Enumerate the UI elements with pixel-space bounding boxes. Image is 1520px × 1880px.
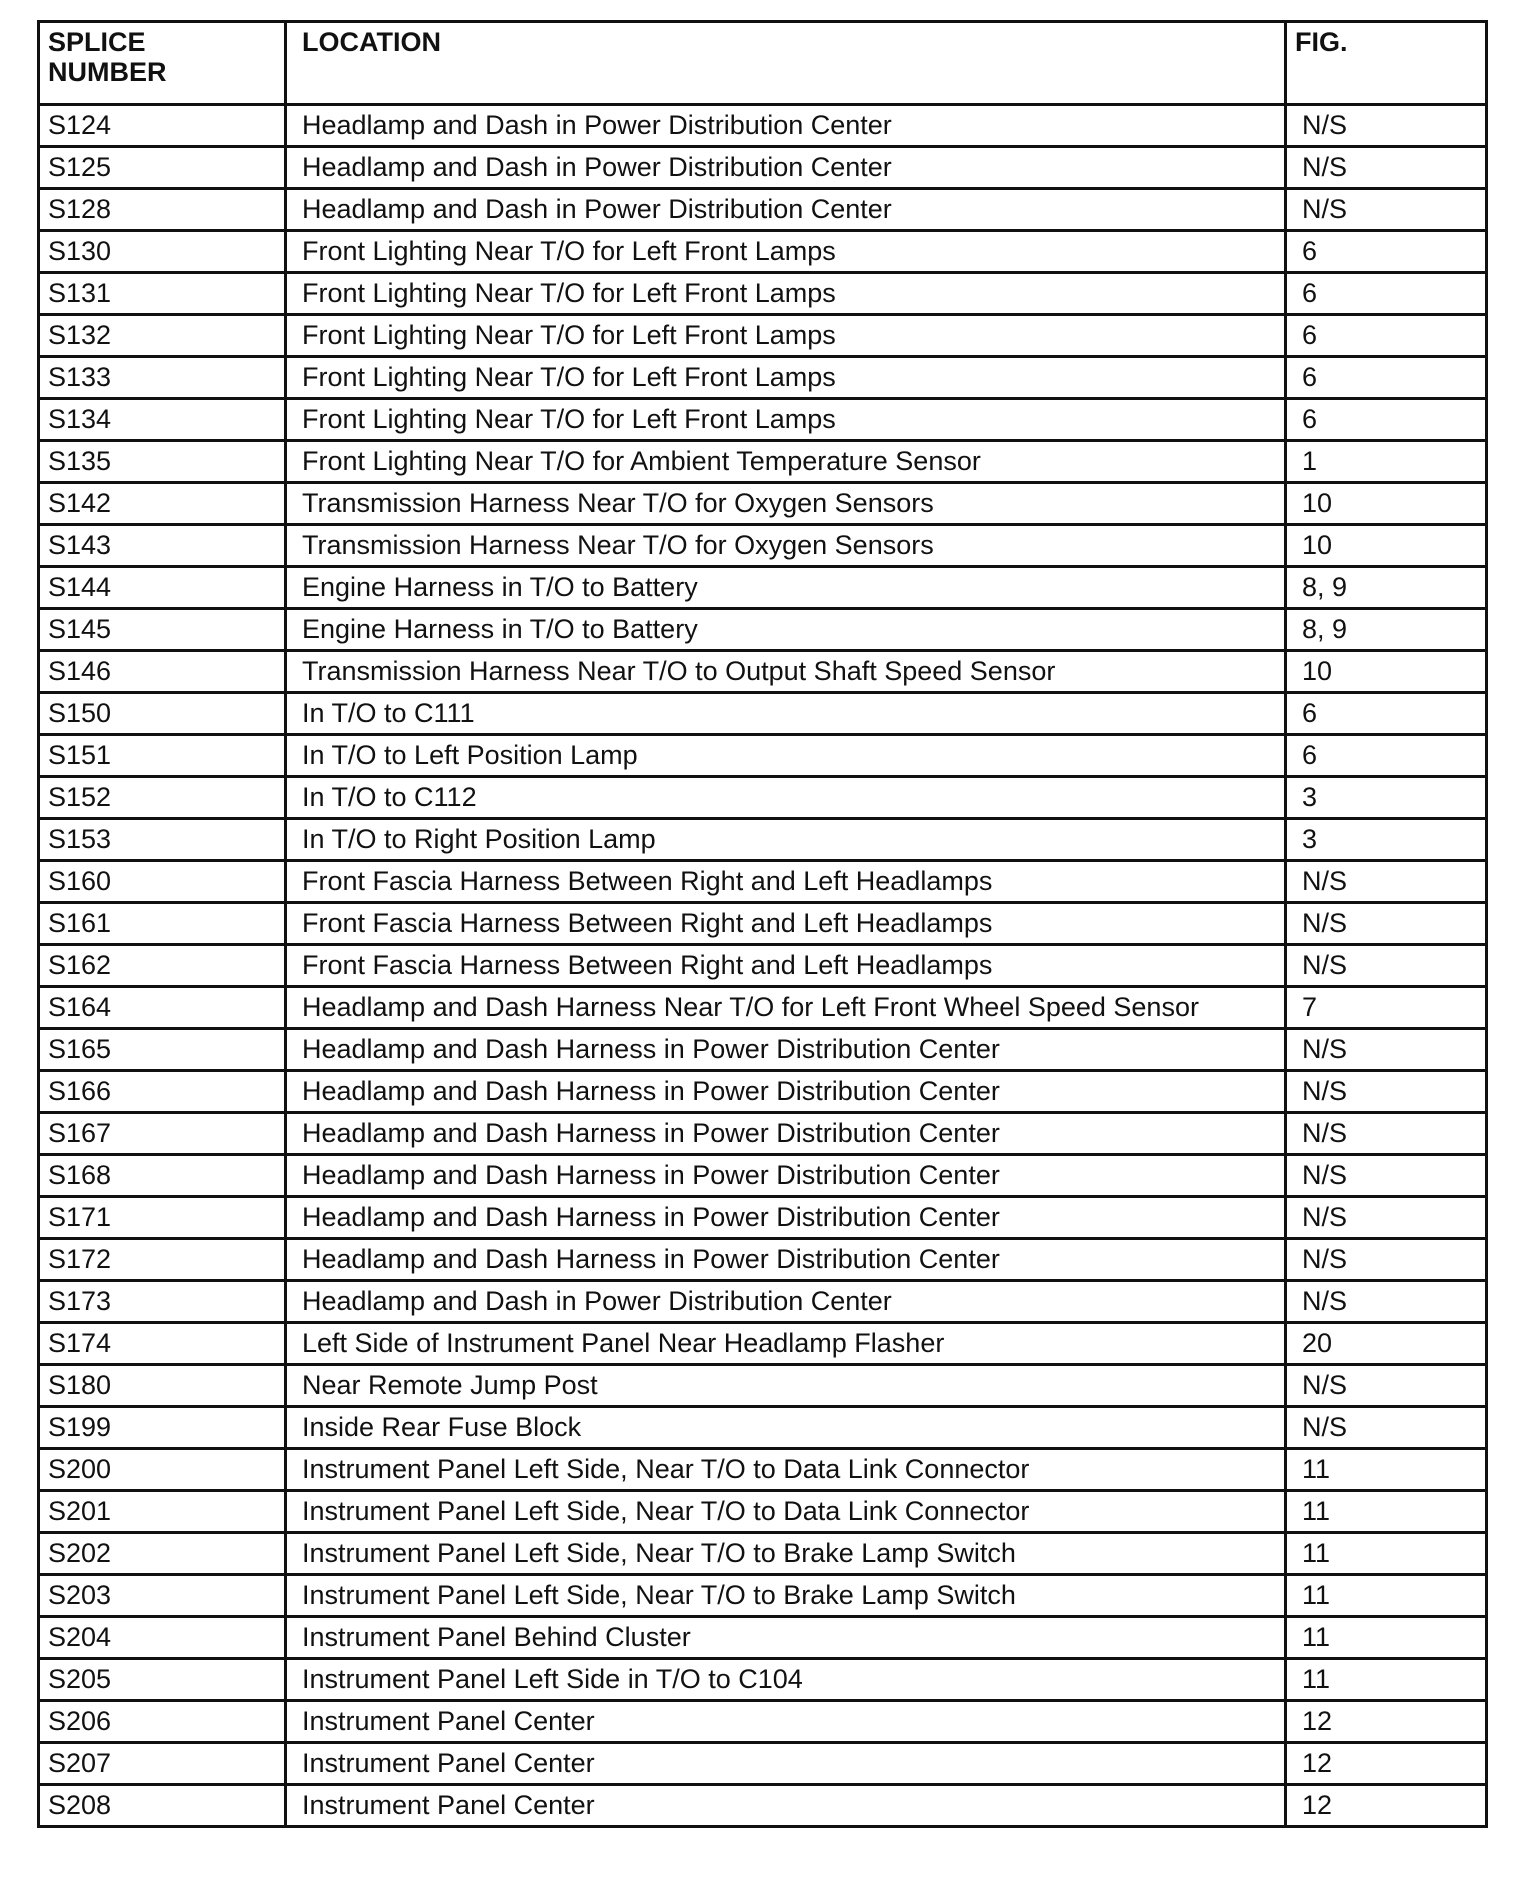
table-row xyxy=(39,735,1487,777)
splice-number-cell: S146 xyxy=(39,651,286,693)
fig-cell: 11 xyxy=(1286,1533,1487,1575)
table-row xyxy=(39,441,1487,483)
location-cell: Near Remote Jump Post xyxy=(286,1365,1286,1407)
table-row xyxy=(39,1491,1487,1533)
location-cell: Headlamp and Dash in Power Distribution Center xyxy=(286,147,1286,189)
location-cell: Headlamp and Dash Harness in Power Distribution Center xyxy=(286,1155,1286,1197)
table-row xyxy=(39,1029,1487,1071)
splice-number-cell: S145 xyxy=(39,609,286,651)
table-row xyxy=(39,693,1487,735)
fig-cell: 6 xyxy=(1286,357,1487,399)
fig-cell: 11 xyxy=(1286,1491,1487,1533)
location-cell: Front Fascia Harness Between Right and Left Headlamps xyxy=(286,903,1286,945)
location-cell: Front Fascia Harness Between Right and Left Headlamps xyxy=(286,945,1286,987)
fig-cell: N/S xyxy=(1286,1029,1487,1071)
table-header-row xyxy=(39,22,1487,105)
location-cell: Headlamp and Dash Harness Near T/O for Left Front Wheel Speed Sensor xyxy=(286,987,1286,1029)
splice-number-cell: S133 xyxy=(39,357,286,399)
splice-number-cell: S174 xyxy=(39,1323,286,1365)
fig-cell: N/S xyxy=(1286,1281,1487,1323)
table-row xyxy=(39,1575,1487,1617)
fig-cell: 10 xyxy=(1286,525,1487,567)
fig-cell: 3 xyxy=(1286,819,1487,861)
location-cell: Instrument Panel Left Side, Near T/O to Data Link Connector xyxy=(286,1491,1286,1533)
table-row xyxy=(39,987,1487,1029)
splice-number-cell: S202 xyxy=(39,1533,286,1575)
table-row xyxy=(39,315,1487,357)
splice-number-cell: S134 xyxy=(39,399,286,441)
table-row xyxy=(39,273,1487,315)
table-row xyxy=(39,483,1487,525)
splice-number-cell: S128 xyxy=(39,189,286,231)
splice-number-cell: S130 xyxy=(39,231,286,273)
fig-cell: 7 xyxy=(1286,987,1487,1029)
splice-number-cell: S160 xyxy=(39,861,286,903)
location-cell: Inside Rear Fuse Block xyxy=(286,1407,1286,1449)
fig-cell: N/S xyxy=(1286,1407,1487,1449)
location-cell: Headlamp and Dash Harness in Power Distribution Center xyxy=(286,1113,1286,1155)
fig-cell: N/S xyxy=(1286,147,1487,189)
fig-cell: 10 xyxy=(1286,651,1487,693)
location-cell: Headlamp and Dash Harness in Power Distribution Center xyxy=(286,1071,1286,1113)
splice-number-cell: S203 xyxy=(39,1575,286,1617)
location-cell: Headlamp and Dash Harness in Power Distribution Center xyxy=(286,1197,1286,1239)
header-location: LOCATION xyxy=(286,22,1286,105)
splice-number-cell: S161 xyxy=(39,903,286,945)
splice-number-cell: S125 xyxy=(39,147,286,189)
location-cell: Instrument Panel Left Side, Near T/O to Brake Lamp Switch xyxy=(286,1575,1286,1617)
location-cell: Instrument Panel Left Side, Near T/O to Data Link Connector xyxy=(286,1449,1286,1491)
fig-cell: N/S xyxy=(1286,903,1487,945)
splice-number-cell: S152 xyxy=(39,777,286,819)
table-row xyxy=(39,231,1487,273)
header-splice-line1: SPLICE xyxy=(48,27,146,57)
location-cell: Left Side of Instrument Panel Near Headlamp Flasher xyxy=(286,1323,1286,1365)
table-row xyxy=(39,945,1487,987)
fig-cell: N/S xyxy=(1286,105,1487,147)
fig-cell: 11 xyxy=(1286,1659,1487,1701)
splice-number-cell: S199 xyxy=(39,1407,286,1449)
splice-number-cell: S205 xyxy=(39,1659,286,1701)
fig-cell: 6 xyxy=(1286,315,1487,357)
splice-number-cell: S132 xyxy=(39,315,286,357)
splice-number-cell: S168 xyxy=(39,1155,286,1197)
table-row xyxy=(39,357,1487,399)
table-row xyxy=(39,777,1487,819)
splice-number-cell: S135 xyxy=(39,441,286,483)
fig-cell: 12 xyxy=(1286,1785,1487,1827)
header-splice-line2: NUMBER xyxy=(48,57,167,87)
fig-cell: 6 xyxy=(1286,273,1487,315)
table-row xyxy=(39,819,1487,861)
location-cell: Instrument Panel Center xyxy=(286,1743,1286,1785)
fig-cell: 3 xyxy=(1286,777,1487,819)
table-row xyxy=(39,1365,1487,1407)
fig-cell: N/S xyxy=(1286,1071,1487,1113)
location-cell: Transmission Harness Near T/O for Oxygen Sensors xyxy=(286,525,1286,567)
fig-cell: 8, 9 xyxy=(1286,567,1487,609)
splice-number-cell: S124 xyxy=(39,105,286,147)
fig-cell: 8, 9 xyxy=(1286,609,1487,651)
splice-number-cell: S143 xyxy=(39,525,286,567)
table-row xyxy=(39,861,1487,903)
splice-number-cell: S173 xyxy=(39,1281,286,1323)
splice-number-cell: S167 xyxy=(39,1113,286,1155)
splice-number-cell: S153 xyxy=(39,819,286,861)
table-row xyxy=(39,1281,1487,1323)
splice-number-cell: S131 xyxy=(39,273,286,315)
location-cell: In T/O to Left Position Lamp xyxy=(286,735,1286,777)
table-row xyxy=(39,1617,1487,1659)
fig-cell: 6 xyxy=(1286,231,1487,273)
location-cell: Instrument Panel Left Side in T/O to C104 xyxy=(286,1659,1286,1701)
table-row xyxy=(39,1239,1487,1281)
fig-cell: N/S xyxy=(1286,1197,1487,1239)
fig-cell: 6 xyxy=(1286,735,1487,777)
location-cell: Instrument Panel Left Side, Near T/O to Brake Lamp Switch xyxy=(286,1533,1286,1575)
header-splice-number xyxy=(39,22,286,105)
table-row xyxy=(39,399,1487,441)
fig-cell: 11 xyxy=(1286,1575,1487,1617)
table-row xyxy=(39,1659,1487,1701)
location-cell: Front Fascia Harness Between Right and Left Headlamps xyxy=(286,861,1286,903)
splice-number-cell: S208 xyxy=(39,1785,286,1827)
table-row xyxy=(39,1743,1487,1785)
location-cell: Front Lighting Near T/O for Left Front Lamps xyxy=(286,231,1286,273)
location-cell: Front Lighting Near T/O for Left Front Lamps xyxy=(286,399,1286,441)
location-cell: In T/O to C112 xyxy=(286,777,1286,819)
fig-cell: N/S xyxy=(1286,189,1487,231)
location-cell: Instrument Panel Center xyxy=(286,1701,1286,1743)
location-cell: Headlamp and Dash Harness in Power Distribution Center xyxy=(286,1239,1286,1281)
splice-number-cell: S207 xyxy=(39,1743,286,1785)
location-cell: Transmission Harness Near T/O for Oxygen Sensors xyxy=(286,483,1286,525)
fig-cell: 11 xyxy=(1286,1617,1487,1659)
fig-cell: N/S xyxy=(1286,861,1487,903)
splice-number-cell: S164 xyxy=(39,987,286,1029)
location-cell: Instrument Panel Center xyxy=(286,1785,1286,1827)
table-row xyxy=(39,1407,1487,1449)
splice-number-cell: S171 xyxy=(39,1197,286,1239)
table-row xyxy=(39,147,1487,189)
table-row xyxy=(39,1785,1487,1827)
fig-cell: 11 xyxy=(1286,1449,1487,1491)
splice-number-cell: S180 xyxy=(39,1365,286,1407)
header-fig: FIG. xyxy=(1286,22,1487,105)
table-row xyxy=(39,189,1487,231)
table-row xyxy=(39,1533,1487,1575)
location-cell: Engine Harness in T/O to Battery xyxy=(286,609,1286,651)
splice-number-cell: S201 xyxy=(39,1491,286,1533)
table-row xyxy=(39,1113,1487,1155)
table-row xyxy=(39,567,1487,609)
splice-number-cell: S172 xyxy=(39,1239,286,1281)
splice-number-cell: S166 xyxy=(39,1071,286,1113)
fig-cell: N/S xyxy=(1286,1113,1487,1155)
splice-number-cell: S165 xyxy=(39,1029,286,1071)
splice-number-cell: S150 xyxy=(39,693,286,735)
table-body xyxy=(39,105,1487,1827)
location-cell: Headlamp and Dash in Power Distribution Center xyxy=(286,189,1286,231)
fig-cell: 1 xyxy=(1286,441,1487,483)
location-cell: Instrument Panel Behind Cluster xyxy=(286,1617,1286,1659)
table-row xyxy=(39,1323,1487,1365)
fig-cell: 6 xyxy=(1286,399,1487,441)
fig-cell: N/S xyxy=(1286,1155,1487,1197)
fig-cell: N/S xyxy=(1286,1239,1487,1281)
table-row xyxy=(39,1197,1487,1239)
table-row xyxy=(39,1155,1487,1197)
location-cell: Headlamp and Dash in Power Distribution Center xyxy=(286,1281,1286,1323)
table-row xyxy=(39,903,1487,945)
splice-number-cell: S204 xyxy=(39,1617,286,1659)
splice-location-table xyxy=(37,20,1488,1828)
location-cell: In T/O to Right Position Lamp xyxy=(286,819,1286,861)
location-cell: Front Lighting Near T/O for Left Front Lamps xyxy=(286,273,1286,315)
table-row xyxy=(39,1449,1487,1491)
location-cell: Headlamp and Dash in Power Distribution Center xyxy=(286,105,1286,147)
splice-number-cell: S162 xyxy=(39,945,286,987)
table-row xyxy=(39,1701,1487,1743)
location-cell: Front Lighting Near T/O for Ambient Temperature Sensor xyxy=(286,441,1286,483)
splice-number-cell: S200 xyxy=(39,1449,286,1491)
fig-cell: N/S xyxy=(1286,945,1487,987)
splice-number-cell: S151 xyxy=(39,735,286,777)
table-row xyxy=(39,1071,1487,1113)
location-cell: Front Lighting Near T/O for Left Front Lamps xyxy=(286,315,1286,357)
table-row xyxy=(39,105,1487,147)
location-cell: Engine Harness in T/O to Battery xyxy=(286,567,1286,609)
fig-cell: 20 xyxy=(1286,1323,1487,1365)
location-cell: In T/O to C111 xyxy=(286,693,1286,735)
location-cell: Front Lighting Near T/O for Left Front Lamps xyxy=(286,357,1286,399)
fig-cell: N/S xyxy=(1286,1365,1487,1407)
location-cell: Transmission Harness Near T/O to Output Shaft Speed Sensor xyxy=(286,651,1286,693)
location-cell: Headlamp and Dash Harness in Power Distribution Center xyxy=(286,1029,1286,1071)
table-row xyxy=(39,525,1487,567)
table-row xyxy=(39,609,1487,651)
fig-cell: 12 xyxy=(1286,1743,1487,1785)
fig-cell: 6 xyxy=(1286,693,1487,735)
splice-number-cell: S142 xyxy=(39,483,286,525)
fig-cell: 12 xyxy=(1286,1701,1487,1743)
table-row xyxy=(39,651,1487,693)
splice-number-cell: S144 xyxy=(39,567,286,609)
fig-cell: 10 xyxy=(1286,483,1487,525)
splice-number-cell: S206 xyxy=(39,1701,286,1743)
